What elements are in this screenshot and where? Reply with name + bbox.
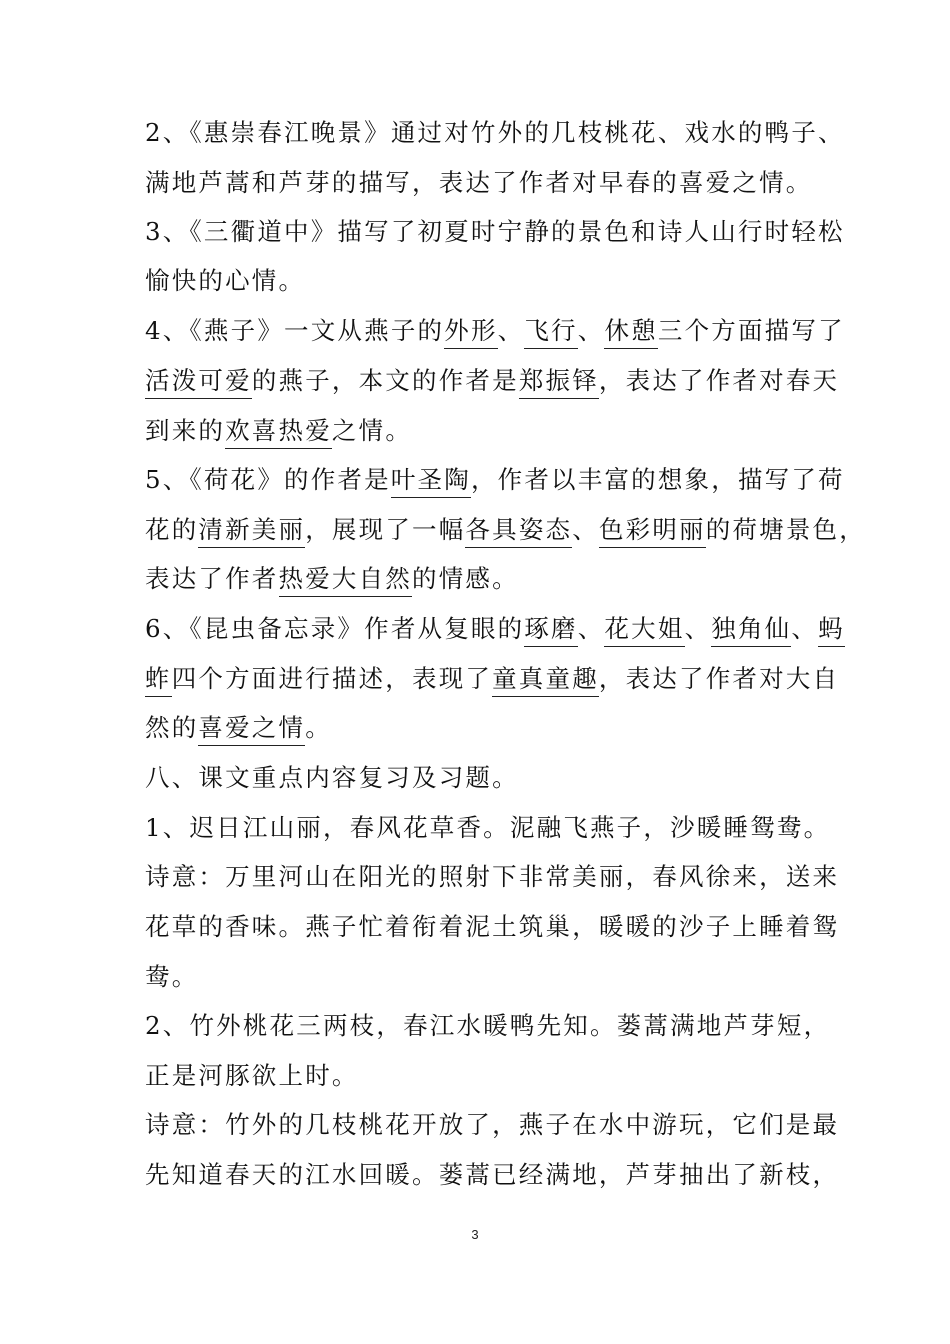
text-segment: 八、课文重点内容复习及习题。 — [145, 763, 519, 792]
text-line — [145, 414, 815, 448]
text-segment: 的情感。 — [412, 564, 519, 593]
text-segment: 正是河豚欲上时。 — [145, 1061, 359, 1090]
underlined-answer: 喜爱之情 — [198, 713, 305, 746]
text-line — [145, 1158, 840, 1192]
text-segment: 花草的香味。燕子忙着衔着泥土筑巢，暖暖的沙子上睡着鸳 — [145, 912, 840, 941]
text-segment: 诗意：万里河山在阳光的照射下非常美丽，春风徐来，送来 — [145, 862, 840, 891]
text-line — [145, 761, 815, 795]
underlined-answer: 各具姿态 — [465, 515, 572, 548]
text-segment: 、 — [684, 614, 712, 643]
text-segment: 满地芦蒿和芦芽的描写，表达了作者对早春的喜爱之情。 — [145, 168, 813, 197]
text-line — [145, 711, 815, 745]
text-segment: 5、《荷花》的作者是 — [145, 465, 391, 494]
underlined-answer: 花大姐 — [604, 614, 684, 647]
text-segment: ，作者以丰富的想象，描写了荷 — [470, 465, 845, 494]
text-line — [145, 463, 845, 497]
text-segment: 2、《惠崇春江晚景》通过对竹外的几枝桃花、戏水的鸭子、 — [145, 118, 845, 147]
text-line — [145, 960, 815, 994]
text-segment: 的燕子，本文的作者是 — [251, 366, 519, 395]
text-segment: 到来的 — [145, 416, 226, 445]
underlined-answer: 独角仙 — [711, 614, 791, 647]
text-line — [145, 662, 840, 696]
underlined-answer: 郑振铎 — [519, 366, 599, 399]
text-line — [145, 513, 866, 547]
underlined-answer: 活泼可爱 — [145, 366, 252, 399]
text-line — [145, 1059, 815, 1093]
underlined-answer: 蚱 — [145, 664, 172, 697]
underlined-answer: 飞行 — [524, 316, 577, 349]
text-segment: 、 — [577, 614, 605, 643]
underlined-answer: 外形 — [444, 316, 497, 349]
text-line — [145, 364, 840, 398]
underlined-answer: 欢喜热爱 — [225, 416, 332, 449]
text-line — [145, 166, 815, 200]
text-segment: 花的 — [145, 515, 199, 544]
text-segment: 、 — [577, 316, 605, 345]
underlined-answer: 色彩明丽 — [599, 515, 706, 548]
page-number: 3 — [471, 1227, 479, 1242]
text-line — [145, 1009, 831, 1043]
text-segment: ，表达了作者对大自 — [598, 664, 840, 693]
text-line — [145, 314, 845, 348]
text-segment: ，展现了一幅 — [305, 515, 466, 544]
text-segment: 鸯。 — [145, 962, 199, 991]
text-line — [145, 215, 845, 249]
text-segment: 2、竹外桃花三两枝，春江水暖鸭先知。蒌蒿满地芦芽短， — [145, 1011, 831, 1040]
underlined-answer: 热爱大自然 — [279, 564, 413, 597]
text-segment: 表达了作者 — [145, 564, 279, 593]
underlined-answer: 童真童趣 — [492, 664, 599, 697]
underlined-answer: 清新美丽 — [198, 515, 305, 548]
text-line — [145, 116, 845, 150]
text-line — [145, 1108, 840, 1142]
text-segment: 、 — [497, 316, 525, 345]
underlined-answer: 琢磨 — [524, 614, 577, 647]
text-line — [145, 910, 840, 944]
text-segment: ，表达了作者对春天 — [598, 366, 840, 395]
text-segment: 1、迟日江山丽，春风花草香。泥融飞燕子，沙暖睡鸳鸯。 — [145, 813, 831, 842]
underlined-answer: 休憩 — [604, 316, 657, 349]
text-segment: 、 — [572, 515, 599, 544]
text-segment: 愉快的心情。 — [145, 266, 306, 295]
text-segment: 4、《燕子》一文从燕子的 — [145, 316, 445, 345]
text-line — [145, 811, 831, 845]
underlined-answer: 叶圣陶 — [391, 465, 471, 498]
text-segment: 先知道春天的江水回暖。蒌蒿已经满地，芦芽抽出了新枝， — [145, 1160, 840, 1189]
text-segment: 3、《三衢道中》描写了初夏时宁静的景色和诗人山行时轻松 — [145, 217, 845, 246]
text-line — [145, 264, 815, 298]
text-line — [145, 860, 840, 894]
underlined-answer: 蚂 — [818, 614, 845, 647]
text-segment: 的荷塘景色， — [705, 515, 866, 544]
text-segment: 四个方面进行描述，表现了 — [171, 664, 493, 693]
text-segment: 诗意：竹外的几枝桃花开放了，燕子在水中游玩，它们是最 — [145, 1110, 840, 1139]
text-segment: 、 — [791, 614, 819, 643]
text-segment: 。 — [305, 713, 332, 742]
text-line — [145, 562, 815, 596]
text-segment: 之情。 — [331, 416, 413, 445]
text-segment: 6、《昆虫备忘录》作者从复眼的 — [145, 614, 525, 643]
text-segment: 三个方面描写了 — [657, 316, 845, 345]
text-line — [145, 612, 845, 646]
text-segment: 然的 — [145, 713, 199, 742]
